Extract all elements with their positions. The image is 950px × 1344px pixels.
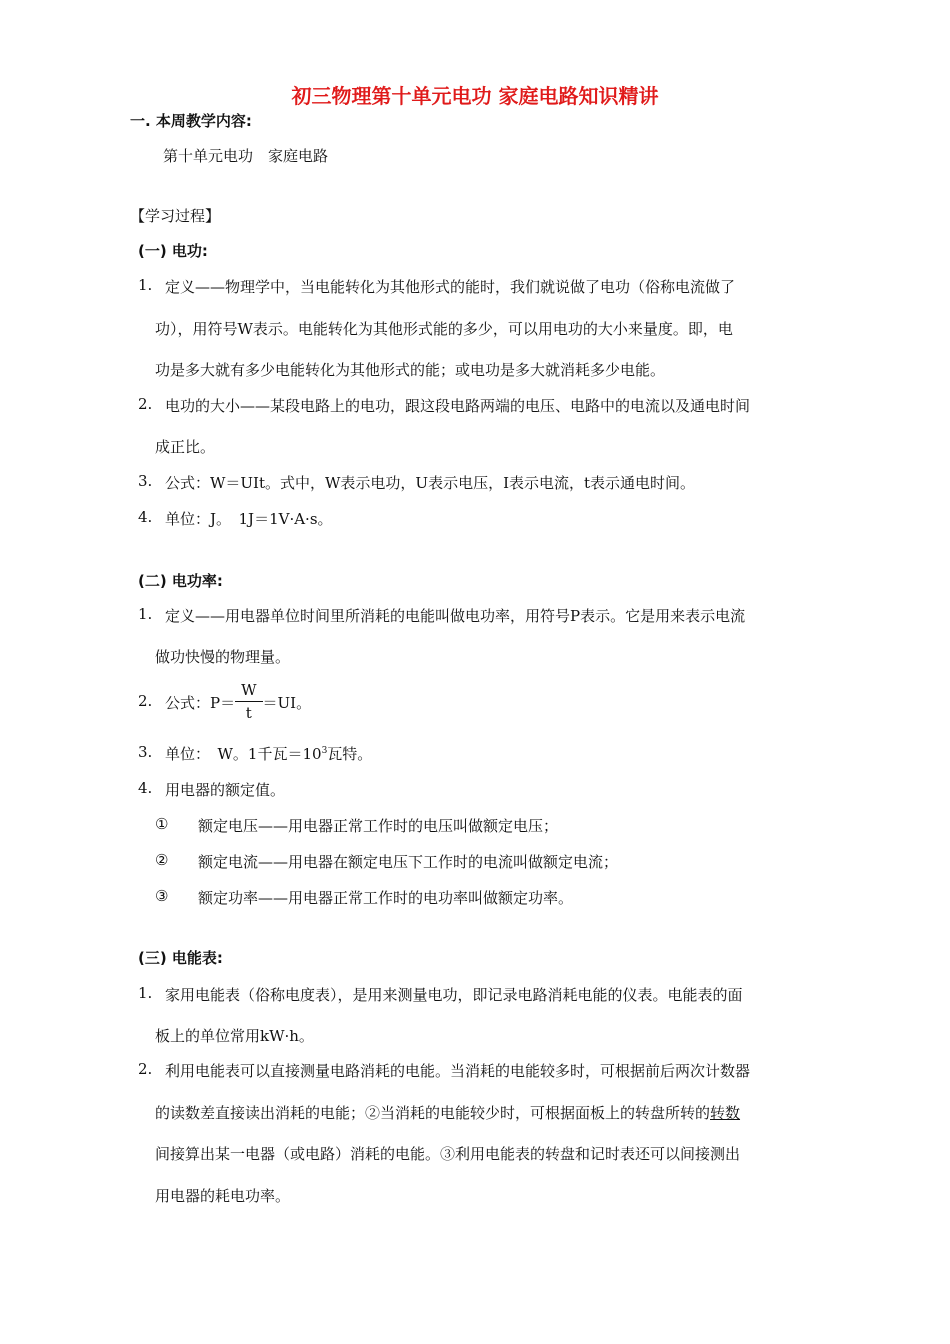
paragraph-line: 间接算出某一电器（或电路）消耗的电能。③利用电能表的转盘和记时表还可以间接测出	[155, 1145, 741, 1163]
list-number: 4.	[138, 508, 153, 526]
paragraph-line: 成正比。	[155, 438, 216, 456]
rated-value-item: 额定电流——用电器在额定电压下工作时的电流叫做额定电流；	[198, 853, 619, 871]
rated-value-item: 额定电压——用电器正常工作时的电压叫做额定电压；	[198, 817, 559, 835]
paragraph-line: 家用电能表（俗称电度表），是用来测量电功，即记录电路消耗电能的仪表。电能表的面	[165, 986, 743, 1004]
paragraph-line: 用电器的耗电功率。	[155, 1187, 291, 1205]
circled-number: ②	[155, 851, 169, 869]
paragraph-line: 功），用符号W表示。电能转化为其他形式能的多少，可以用电功的大小来量度。即，电	[155, 320, 733, 338]
formula-suffix: ＝UI。	[262, 693, 312, 712]
list-number: 1.	[138, 276, 153, 294]
circled-number: ③	[155, 887, 169, 905]
section-electric-power-heading: (二) 电功率:	[138, 572, 223, 590]
paragraph-line: 定义——物理学中，当电能转化为其他形式的能时，我们就说做了电功（俗称电流做了	[165, 278, 736, 296]
paragraph-line: 做功快慢的物理量。	[155, 648, 291, 666]
list-number: 2.	[138, 692, 153, 710]
underlined-term: 转数	[710, 1104, 741, 1122]
paragraph-text: 的读数差直接读出消耗的电能；②当消耗的电能较少时，可根据面板上的转盘所转的	[155, 1104, 711, 1122]
paragraph-line: 利用电能表可以直接测量电路消耗的电能。当消耗的电能较多时，可根据前后两次计数器	[165, 1062, 751, 1080]
fraction-denominator: t	[245, 704, 252, 722]
exponent: 3	[321, 746, 328, 756]
section-electric-meter-heading: (三) 电能表:	[138, 949, 223, 967]
unit-line: 单位：J。 1J＝1V·A·s。	[165, 510, 333, 528]
list-number: 3.	[138, 472, 153, 490]
unit-line	[165, 743, 372, 764]
paragraph-line: 用电器的额定值。	[165, 781, 286, 799]
fraction-numerator: W	[235, 683, 262, 702]
teaching-content: 第十单元电功 家庭电路	[163, 147, 329, 165]
list-number: 2.	[138, 1060, 153, 1078]
rated-value-item: 额定功率——用电器正常工作时的电功率叫做额定功率。	[198, 889, 574, 907]
page-title: 初三物理第十单元电功 家庭电路知识精讲	[291, 84, 659, 108]
list-number: 1.	[138, 605, 153, 623]
paragraph-line: 定义——用电器单位时间里所消耗的电能叫做电功率，用符号P表示。它是用来表示电流	[165, 607, 746, 625]
formula-line: 公式：W＝UIt。式中，W表示电功，U表示电压，I表示电流，t表示通电时间。	[165, 474, 696, 492]
list-number: 1.	[138, 984, 153, 1002]
list-number: 4.	[138, 779, 153, 797]
circled-number: ①	[155, 815, 169, 833]
unit-suffix: 瓦特。	[327, 745, 373, 763]
section-electric-work-heading: (一) 电功:	[138, 242, 208, 260]
formula-prefix: 公式：P＝	[165, 693, 236, 712]
paragraph-line: 电功的大小——某段电路上的电功，跟这段电路两端的电压、电路中的电流以及通电时间	[165, 397, 751, 415]
paragraph-line: 板上的单位常用kW·h。	[155, 1027, 314, 1045]
list-number: 2.	[138, 395, 153, 413]
learning-process-heading: 【学习过程】	[130, 207, 221, 225]
section-teaching-content-heading: 一. 本周教学内容:	[130, 112, 252, 130]
paragraph-line	[155, 1102, 740, 1123]
power-formula	[165, 680, 311, 724]
list-number: 3.	[138, 743, 153, 761]
fraction	[235, 683, 262, 721]
unit-prefix: 单位： W。1千瓦＝10	[165, 745, 322, 763]
paragraph-line: 功是多大就有多少电能转化为其他形式的能；或电功是多大就消耗多少电能。	[155, 361, 666, 379]
